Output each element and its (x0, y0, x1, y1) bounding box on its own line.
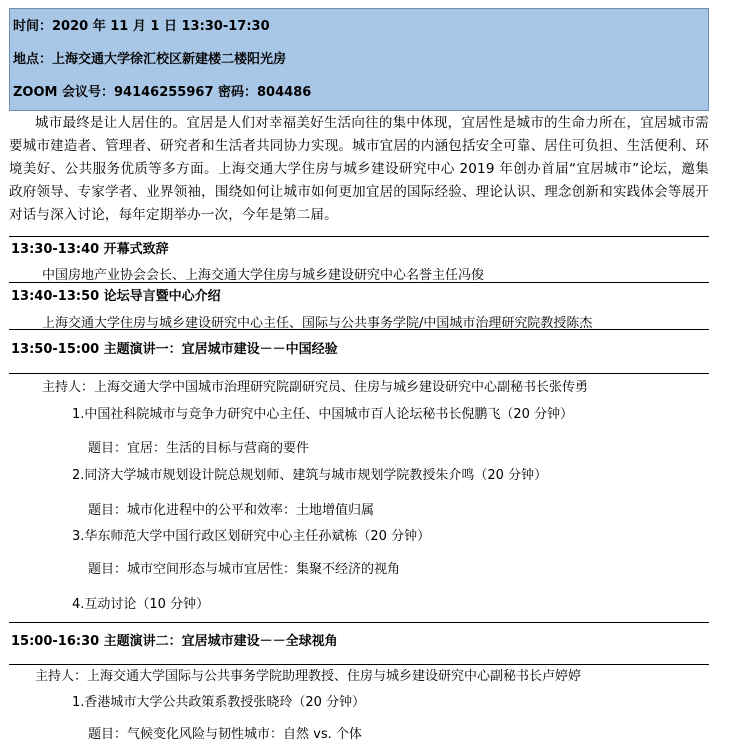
talk-topic: 题目：气候变化风险与韧性城市：自然 vs. 个体 (88, 727, 362, 742)
divider (9, 236, 709, 237)
divider (9, 282, 709, 283)
session-intro-speaker: 上海交通大学住房与城乡建设研究中心主任、国际与公共事务学院/中国城市治理研究院教授陈杰 (42, 316, 593, 331)
session-keynote2-title: 15:00-16:30 主题演讲二：宜居城市建设－－全球视角 (11, 634, 338, 649)
list-item: 2.同济大学城市规划设计院总规划师、建筑与城市规划学院教授朱介鸣（20 分钟） (72, 468, 548, 483)
session-keynote1-host: 主持人：上海交通大学中国城市治理研究院副研究员、住房与城乡建设研究中心副秘书长张传勇 (42, 380, 589, 395)
list-item: 4.互动讨论（10 分钟） (72, 597, 210, 612)
divider (9, 329, 709, 330)
time-line: 时间：2020 年 11 月 1 日 13:30-17:30 (13, 19, 270, 34)
session-opening-speaker: 中国房地产业协会会长、上海交通大学住房与城乡建设研究中心名誉主任冯俊 (42, 268, 485, 283)
zoom-line: ZOOM 会议号：94146255967 密码：804486 (13, 85, 312, 100)
talk-topic: 题目：城市空间形态与城市宜居性：集聚不经济的视角 (88, 562, 401, 577)
session-keynote2-host: 主持人：上海交通大学国际与公共事务学院助理教授、住房与城乡建设研究中心副秘书长卢婷婷 (35, 669, 582, 684)
divider (9, 622, 709, 623)
intro-paragraph: 城市最终是让人居住的。宜居是人们对幸福美好生活向往的集中体现，宜居性是城市的生命力所在，宜居城市需要城市建造者、管理者、研究者和生活者共同协力实现。城市宜居的内涵包括安全可靠、居住可负担、生活便利、环境美好、公共服务优质等多方面。上海交通大学住房与城乡建设研究中心 2019 年创办首届“宜居城市”论坛，邀集政府领导、专家学者、业界领袖，围绕如何让城市如何更加宜居的国际经验、理论认识、理念创新和实践体会等展开对话与深入讨论，每年定期举办一次，今年是第二届。 (9, 115, 709, 223)
divider (9, 373, 709, 374)
talk-topic: 题目：城市化进程中的公平和效率：土地增值归属 (88, 503, 375, 518)
venue-line: 地点：上海交通大学徐汇校区新建楼二楼阳光房 (13, 52, 287, 67)
session-opening-title: 13:30-13:40 开幕式致辞 (11, 242, 169, 257)
session-keynote1-title: 13:50-15:00 主题演讲一：宜居城市建设－－中国经验 (11, 342, 338, 357)
agenda-page (9, 0, 709, 747)
list-item: 1.中国社科院城市与竞争力研究中心主任、中国城市百人论坛秘书长倪鹏飞（20 分钟） (72, 407, 574, 422)
talk-topic: 题目：宜居：生活的目标与营商的要件 (88, 441, 310, 456)
session-intro-title: 13:40-13:50 论坛导言暨中心介绍 (11, 289, 221, 304)
list-item: 3.华东师范大学中国行政区划研究中心主任孙斌栋（20 分钟） (72, 529, 431, 544)
info-header (9, 8, 709, 111)
list-item: 1.香港城市大学公共政策系教授张晓玲（20 分钟） (72, 695, 366, 710)
